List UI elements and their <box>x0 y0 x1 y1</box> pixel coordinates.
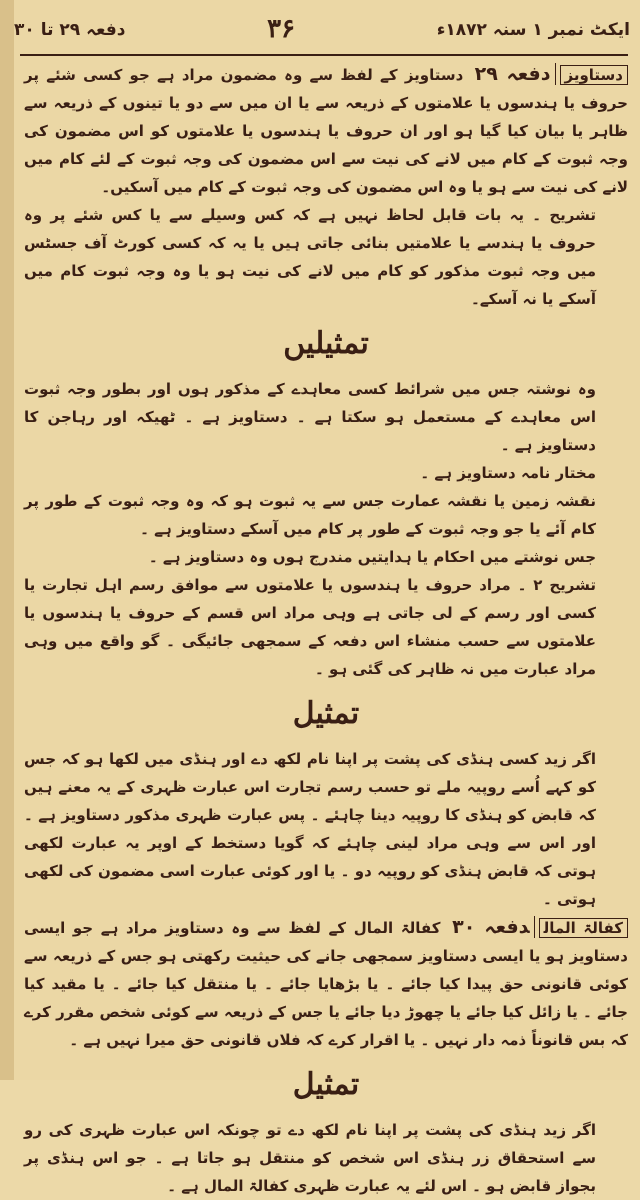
illustration-heading-2: تمثیل <box>292 1067 360 1102</box>
act-title: ایکٹ نمبر ۱ سنہ ۱۸۷۲ء <box>436 19 630 40</box>
section-30-illustration: اگر زید ہنڈی کی پشت پر اپنا نام لکھ دے تو چونکہ اس عبارت ظہری کی رو سے استحقاق زر ہنڈی اس شخص کو منتقل ہو جاتا ہے ۔ جو اس ہنڈی پر بجواز قابض ہو ۔ اس لئے یہ عبارت ظہری کفالۃ المال ہے ۔ <box>24 1121 596 1195</box>
header-divider <box>20 54 628 56</box>
illustration-d: جس نوشتے میں احکام یا ہدایتیں مندرج ہوں وہ دستاویز ہے ۔ <box>148 548 596 566</box>
section-29-clause: دفعہ ۲۹ <box>475 63 556 85</box>
running-header <box>14 8 630 50</box>
section-30-paragraph <box>24 913 628 1054</box>
page-body <box>24 60 628 1200</box>
section-29-paragraph <box>24 60 628 201</box>
section-30-clause: دفعہ ۳۰ <box>452 916 535 938</box>
section-29-margin-label: دستاویز <box>560 65 629 85</box>
illustration-endorsement: اگر زید کسی ہنڈی کی پشت پر اپنا نام لکھ دے اور ہنڈی میں لکھا ہو کہ جس کو کہے اُسے روپیہ ملے تو حسب رسم تجارت اس عبارت ظہری کے یہ معنے ہیں کہ قابض کو ہنڈی کا روپیہ دینا چاہئے ۔ پس عبارت ظہری مذکور دستاویز ہے ۔ اور اس سے وہی مراد لینی چاہئے کہ گویا دستخط کے اوپر یہ عبارت لکھی ہوتی کہ قابض ہنڈی کو روپیہ دو ۔ یا اور کوئی عبارت اسی مضمون کی لکھی ہوتی ۔ <box>24 750 596 908</box>
illustrations-heading: تمثیلیں <box>283 326 369 361</box>
illustration-c: نقشہ زمین یا نقشہ عمارت جس سے یہ ثبوت ہو کہ وہ وجہ ثبوت کے طور پر کام آئے یا جو وجہ ثبوت کے طور پر کام میں آسکے دستاویز ہے ۔ <box>24 492 596 538</box>
page-number: ۳۶ <box>267 14 296 44</box>
section-30-definition: کفالۃ المال کے لفظ سے وہ دستاویز مراد ہے جو ایسی دستاویز ہو یا ایسی دستاویز سمجھی جانے کی حیثیت رکھتی ہو جس کے ذریعہ سے کوئی قانونی حق پیدا کیا جائے ۔ یا بڑھایا جائے ۔ یا منتقل کیا جائے ۔ یا مقید کیا جائے ۔ یا زائل کیا جائے یا چھوڑ دیا جائے یا جس کے ذریعہ سے کوئی شخص مقرر کرے کہ بس قانوناً ذمہ دار نہیں ۔ یا اقرار کرے کہ فلاں قانونی حق میرا نہیں ہے ۔ <box>24 919 628 1049</box>
illustration-b: مختار نامہ دستاویز ہے ۔ <box>420 464 596 482</box>
section-30-margin-label: کفالۃ المال <box>539 918 628 938</box>
section-29-explanation-2: تشریح ۲ ۔ مراد حروف یا ہندسوں یا علامتوں سے موافق رسم اہل تجارت یا کسی اور رسم کے لی جاتی ہے وہی مراد اس قسم کے حروف یا ہندسوں یا علامتوں سے حسب منشاء اس دفعہ کے سمجھی جائیگی ۔ گو واقع میں وہی مراد عبارت میں نہ ظاہر کی گئی ہو ۔ <box>24 576 596 678</box>
page-edge-shade <box>0 0 14 1080</box>
section-29-explanation-1: تشریح ۔ یہ بات قابل لحاظ نہیں ہے کہ کس وسیلے سے یا کس شئے پر وہ حروف یا ہندسے یا علامتیں بنائی جاتی ہیں یا یہ کہ کسی کورٹ آف جسٹس میں وجہ ثبوت مذکور کو کام میں لانے کی نیت ہو یا وہ وجہ ثبوت کام میں آسکے یا نہ آسکے۔ <box>24 206 596 308</box>
illustration-a: وہ نوشتہ جس میں شرائط کسی معاہدے کے مذکور ہوں اور بطور وجہ ثبوت اس معاہدے کے مستعمل ہو سکتا ہے ۔ دستاویز ہے ۔ ٹھیکہ اور رہاجن کا دستاویز ہے ۔ <box>24 380 596 454</box>
section-range: دفعہ ۲۹ تا ۳۰ <box>14 19 126 40</box>
illustration-heading-1: تمثیل <box>292 696 360 731</box>
section-29-definition: دستاویز کے لفظ سے وہ مضمون مراد ہے جو کسی شئے پر حروف یا ہندسوں یا علامتوں کے ذریعہ سے یا ان میں سے دو یا تینوں کے ذریعہ سے ظاہر یا بیان کیا گیا ہو اور ان حروف یا ہندسوں یا علامتوں کو اس مضمون کی وجہ ثبوت کے کام میں لانے کی نیت سے اس مضمون کی وجہ ثبوت کے لئے کام میں لانے کی نیت سے ہو یا وہ اس مضمون کی وجہ ثبوت کے کام میں آسکیں۔ <box>24 66 628 196</box>
